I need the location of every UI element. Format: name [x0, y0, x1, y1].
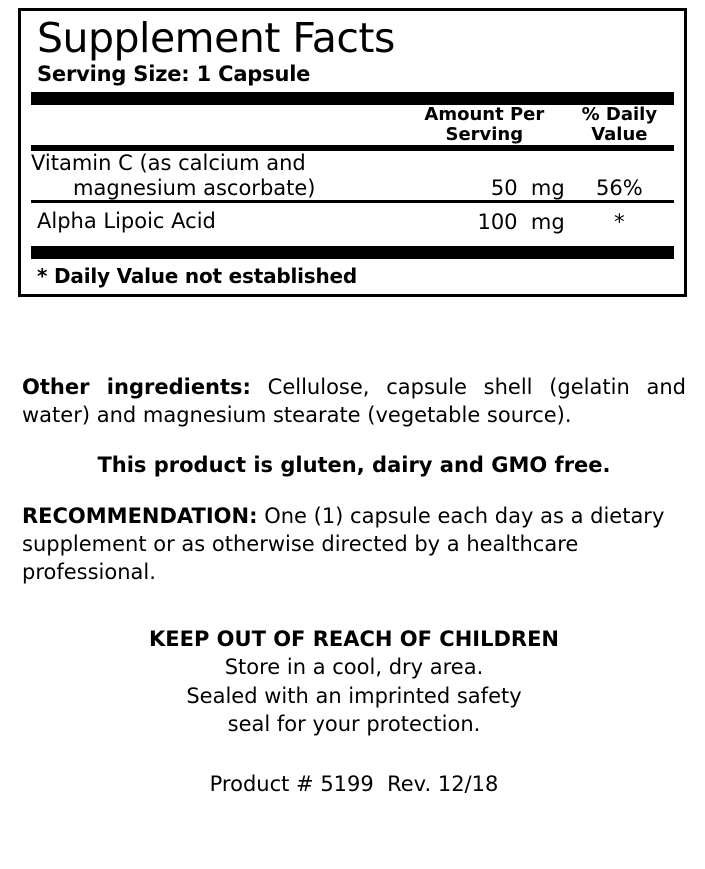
header-blank [31, 105, 404, 145]
header-daily-value [565, 105, 674, 145]
storage-line-2: Sealed with an imprinted safety [186, 683, 522, 708]
storage-line-1: Store in a cool, dry area. [224, 655, 484, 680]
table-row [31, 151, 674, 201]
recommendation-text: One (1) capsule each day as a dietary supplement or as otherwise directed by a healthcare professional. [22, 504, 665, 585]
nutrient-table-vitamin-c [31, 151, 674, 201]
free-from-statement: This product is gluten, dairy and GMO free. [97, 453, 611, 478]
recommendation-paragraph [22, 503, 686, 587]
header-amount-line1: Amount Per [424, 103, 545, 125]
product-number-text: Product # 5199 Rev. 12/18 [209, 772, 499, 797]
nutrient-amount-alpha-lipoic-acid: 100 mg [477, 210, 565, 235]
other-ingredients-label: Other ingredients: [22, 375, 251, 399]
header-dv-line1: % Daily [581, 103, 658, 125]
other-ingredients-paragraph [22, 374, 686, 429]
nutrient-dv-alpha-lipoic-acid: * [614, 210, 625, 235]
daily-value-footnote: * Daily Value not established [37, 264, 358, 289]
supplement-facts-table [31, 105, 674, 145]
nutrient-table-alpha-lipoic-acid [31, 203, 674, 240]
header-amount-line2: Serving [445, 123, 524, 145]
nutrient-name-alpha-lipoic-acid: Alpha Lipoic Acid [37, 209, 216, 234]
other-ingredients-text: Cellulose, capsule shell (gelatin and water) and magnesium stearate (vegetable source). [22, 375, 687, 427]
nutrient-dv-vitamin-c: 56% [596, 176, 643, 201]
supplement-facts-title: Supplement Facts [37, 14, 395, 62]
recommendation-label: RECOMMENDATION: [22, 504, 258, 529]
nutrient-name-line1: Vitamin C (as calcium and [31, 150, 306, 175]
nutrient-amount-vitamin-c: 50 mg [490, 176, 565, 201]
keep-out-of-reach-warning: KEEP OUT OF REACH OF CHILDREN [149, 627, 559, 652]
storage-instructions [22, 653, 686, 738]
header-amount-per-serving [404, 105, 565, 145]
table-header-row [31, 105, 674, 145]
serving-size-text: Serving Size: 1 Capsule [37, 61, 311, 86]
panel-rule-thick-top [31, 92, 674, 105]
storage-line-3: seal for your protection. [227, 711, 481, 736]
table-row [31, 203, 674, 240]
header-dv-line2: Value [591, 123, 648, 145]
nutrient-name-vitamin-c [31, 151, 404, 201]
label-body-copy [22, 374, 686, 796]
supplement-facts-panel [18, 8, 687, 297]
nutrient-name-line2: magnesium ascorbate) [73, 175, 316, 200]
panel-rule-thick-bottom [31, 246, 674, 259]
